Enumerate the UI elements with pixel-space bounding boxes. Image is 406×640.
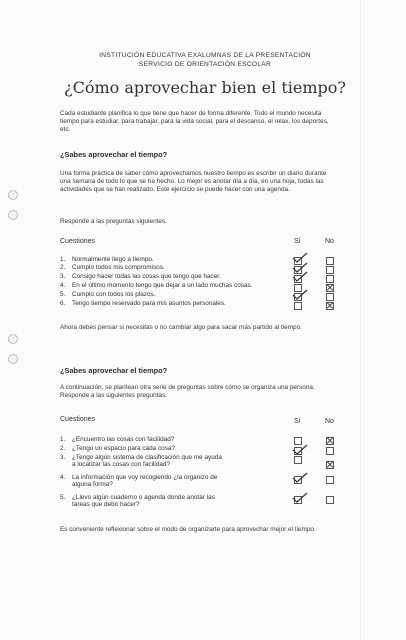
question-row: 5. Cumplo con todos los plazos.: [60, 291, 156, 298]
question-row: 5. ¿Llevo algún cuaderno o agenda donde anotar las tareas que debo hacer?: [60, 494, 215, 509]
page-title: ¿Cómo aprovechar bien el tiempo?: [64, 78, 346, 97]
no-checkbox[interactable]: [326, 293, 334, 301]
column-questions: Cuestiones: [60, 416, 96, 423]
section1-after: Ahora debes pensar si necesitas o no cambiar algo para sacar más partido al tiempo.: [60, 324, 302, 331]
no-checkbox[interactable]: [326, 476, 334, 484]
question-row: 4. En el último momento tengo que dejar a un lado muchas cosas.: [60, 282, 253, 289]
intro-paragraph: Cada estudiante planifica lo que tiene que hacer de forma diferente. Todo el mundo necesita tiempo para estudiar, para trabajar, para la vida social, para el descanso, el relax, los deportes, etc.: [60, 110, 329, 134]
yes-checkbox[interactable]: [294, 456, 302, 464]
punch-hole: [8, 190, 18, 200]
no-checkbox[interactable]: [326, 496, 334, 504]
check-mark-icon: [292, 492, 308, 504]
no-checkbox[interactable]: [326, 275, 334, 283]
column-yes: Sí: [294, 238, 301, 245]
no-checkbox[interactable]: [326, 266, 334, 274]
section2-heading: ¿Sabes aprovechar el tiempo?: [60, 366, 168, 375]
punch-hole: [8, 354, 18, 364]
section1-paragraph: Una forma práctica de saber cómo aprovechamos nuestro tiempo es escribir un diario durante una semana de todo lo que se ha hecho. Lo mejor es anotar día a día, en una hoja, todas las actividades que se han realizado. Este ejercicio se puede hacer con una agenda.: [60, 170, 327, 194]
check-mark-icon: [292, 444, 308, 456]
yes-checkbox[interactable]: [294, 302, 302, 310]
institution-name: INSTITUCIÓN EDUCATIVA EXALUMNAS DE LA PRESENTACIÓN: [99, 52, 311, 59]
section1-instruction: Responde a las preguntas siguientes.: [60, 218, 167, 225]
check-mark-icon: [292, 472, 308, 484]
question-row: 2. Cumplo todos mis compromisos.: [60, 264, 165, 271]
question-row: 4. La información que voy recogiendo ¿la organizo de alguna forma?: [60, 474, 218, 489]
no-checkbox[interactable]: [326, 447, 334, 455]
column-no: No: [325, 238, 334, 245]
check-mark-icon: [292, 271, 308, 283]
section1-heading: ¿Sabes aprovechar el tiempo?: [60, 150, 168, 159]
no-checkbox[interactable]: [326, 257, 334, 265]
question-row: 2. ¿Tengo un espacio para cada cosa?: [60, 445, 176, 452]
question-row: 3. ¿Tengo algún sistema de clasificación que me ayuda a localizar las cosas con facilidad?: [60, 454, 222, 469]
no-checkbox-marked[interactable]: [326, 302, 334, 310]
punch-hole: [8, 210, 18, 220]
column-questions: Cuestiones: [60, 238, 96, 245]
column-yes: Sí: [294, 418, 301, 425]
question-row: 1. Normalmente llego a tiempo.: [60, 256, 154, 263]
no-checkbox-marked[interactable]: [326, 461, 334, 469]
question-row: 3. Consigo hacer todas las cosas que tengo que hacer.: [60, 273, 221, 280]
question-row: 6. Tengo tiempo reservado para mis asuntos personales.: [60, 300, 226, 307]
column-no: No: [325, 418, 334, 425]
section2-paragraph: A continuación, se plantean otra serie de preguntas sobre cómo se organiza una persona. Responde a las siguientes preguntas.: [60, 384, 315, 400]
check-mark-icon: [292, 289, 308, 301]
no-checkbox-marked[interactable]: [326, 437, 334, 445]
punch-hole: [8, 334, 18, 344]
no-checkbox-marked[interactable]: [326, 284, 334, 292]
question-row: 1. ¿Encuentro las cosas con facilidad?: [60, 436, 175, 443]
closing-paragraph: Es conveniente reflexionar sobre el modo de organizarte para aprovechar mejor el tiempo.: [60, 526, 316, 533]
service-name: SERVICIO DE ORIENTACIÓN ESCOLAR: [138, 61, 272, 68]
